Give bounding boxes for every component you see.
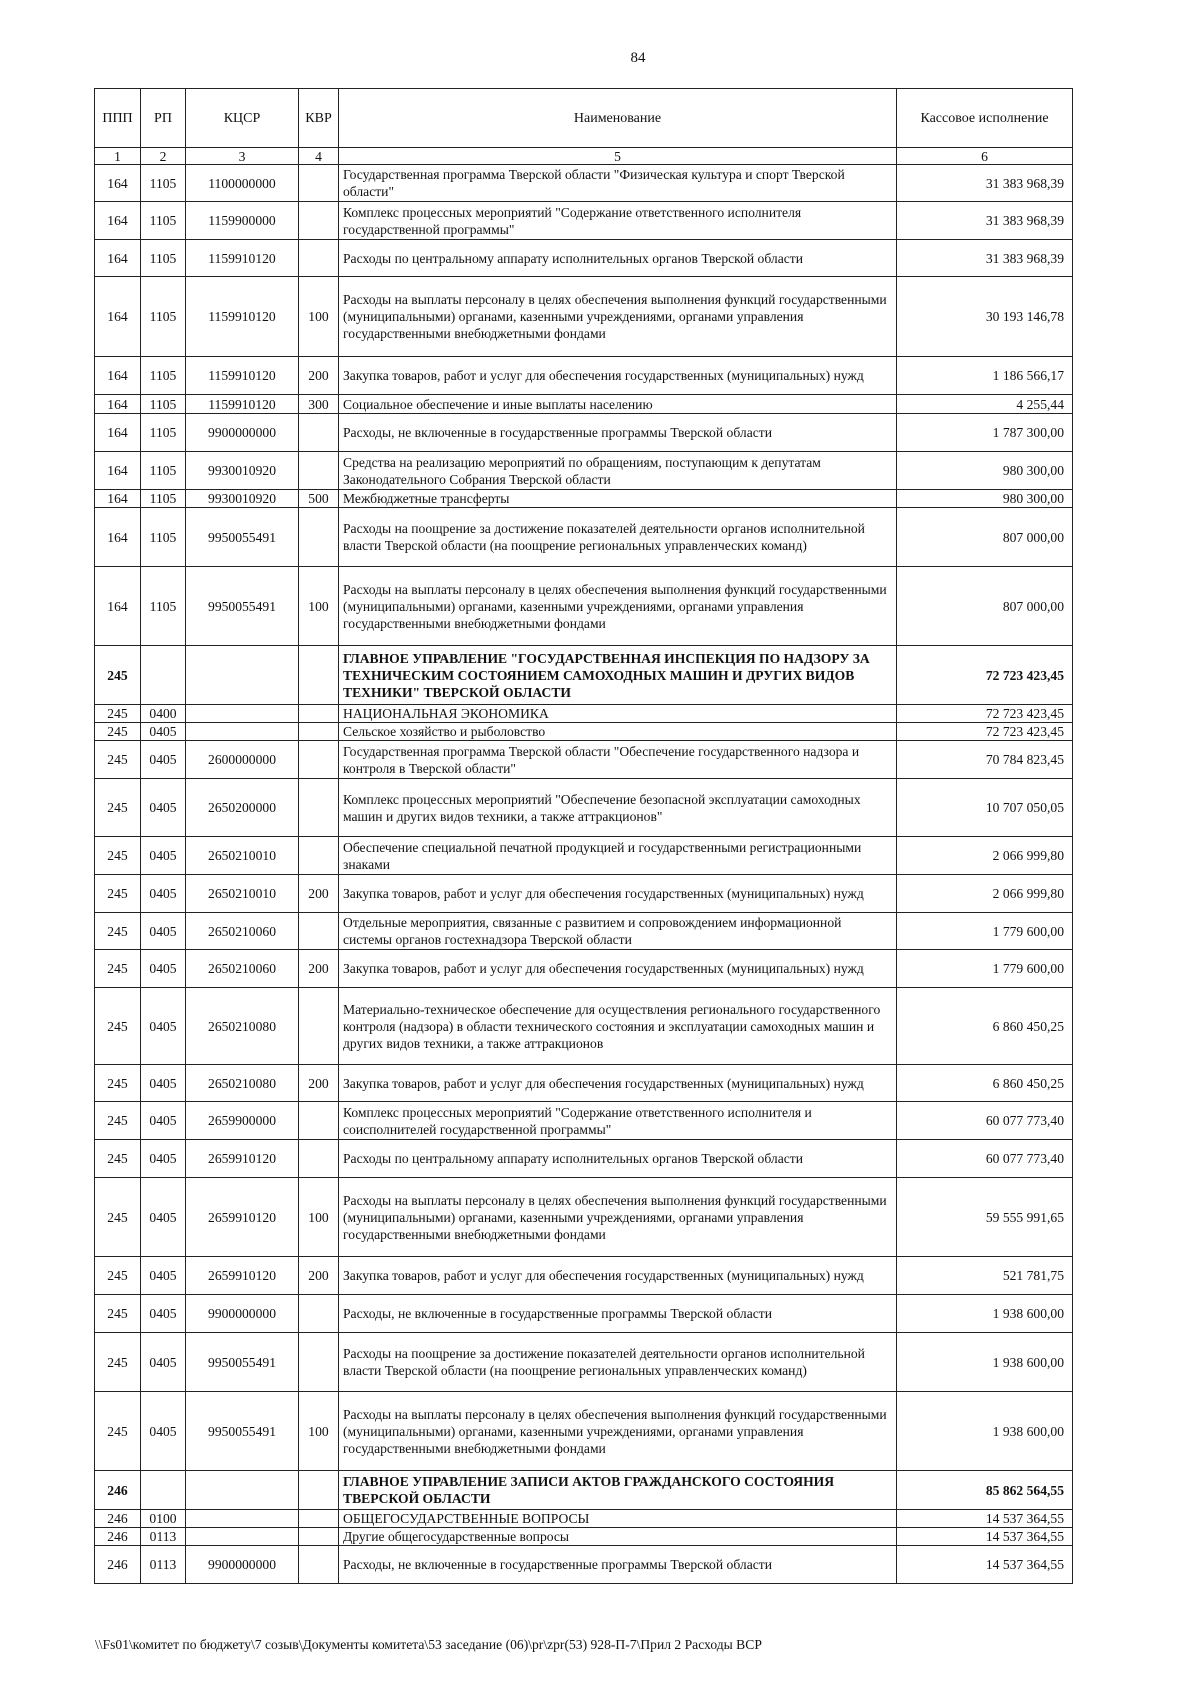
cell-amount: 1 938 600,00 [897,1295,1073,1333]
table-row [95,1471,1073,1510]
table-row [95,1528,1073,1546]
column-number-row [95,148,1073,165]
cell-rp: 0405 [141,1333,186,1392]
cell-rp: 1105 [141,490,186,508]
cell-amount: 6 860 450,25 [897,1065,1073,1102]
cell-kvr: 100 [299,1178,339,1257]
cell-amount: 31 383 968,39 [897,240,1073,277]
cell-ppp: 245 [95,705,141,723]
cell-kcsr: 1159910120 [186,357,299,395]
cell-kvr [299,779,339,837]
cell-kvr: 200 [299,1065,339,1102]
cell-kvr [299,452,339,490]
cell-kcsr [186,1471,299,1510]
header-amount: Кассовое исполнение [897,89,1073,148]
budget-table [94,88,1073,1584]
cell-kcsr: 9950055491 [186,1392,299,1471]
cell-amount: 31 383 968,39 [897,165,1073,202]
cell-name: Средства на реализацию мероприятий по обращениям, поступающим к депутатам Законодательного Собрания Тверской области [339,452,897,490]
table-row [95,1546,1073,1584]
cell-ppp: 245 [95,779,141,837]
cell-amount: 1 938 600,00 [897,1392,1073,1471]
cell-kcsr [186,646,299,705]
cell-kcsr: 2659910120 [186,1178,299,1257]
cell-rp: 0405 [141,1140,186,1178]
cell-rp: 0405 [141,950,186,988]
cell-kvr [299,913,339,950]
cell-rp: 0100 [141,1510,186,1528]
cell-name: Обеспечение специальной печатной продукцией и государственными регистрационными знаками [339,837,897,875]
cell-kcsr: 2650210080 [186,1065,299,1102]
cell-kvr: 500 [299,490,339,508]
table-row [95,1065,1073,1102]
cell-kvr: 100 [299,277,339,357]
cell-kcsr [186,723,299,741]
cell-rp: 0405 [141,1178,186,1257]
table-row [95,1102,1073,1140]
cell-ppp: 246 [95,1528,141,1546]
cell-amount: 980 300,00 [897,490,1073,508]
cell-kcsr: 2650210060 [186,950,299,988]
cell-name: Комплекс процессных мероприятий "Содержание ответственного исполнителя и соисполнителей государственной программы" [339,1102,897,1140]
cell-rp: 0405 [141,1257,186,1295]
cell-name: Закупка товаров, работ и услуг для обеспечения государственных (муниципальных) нужд [339,1065,897,1102]
cell-ppp: 164 [95,395,141,414]
table-row [95,837,1073,875]
cell-rp: 0405 [141,988,186,1065]
cell-kvr: 200 [299,950,339,988]
cell-kvr [299,508,339,567]
cell-name: Межбюджетные трансферты [339,490,897,508]
cell-ppp: 245 [95,741,141,779]
column-number: 5 [339,148,897,165]
cell-kvr: 100 [299,567,339,646]
cell-amount: 70 784 823,45 [897,741,1073,779]
cell-ppp: 245 [95,837,141,875]
cell-kcsr [186,1510,299,1528]
cell-name: Комплекс процессных мероприятий "Обеспечение безопасной эксплуатации самоходных машин и других видов техники, а также аттракционов" [339,779,897,837]
cell-kcsr: 2650210060 [186,913,299,950]
cell-name: Расходы на выплаты персоналу в целях обеспечения выполнения функций государственными (муниципальными) органами, казенными учреждениями, органами управления государственными внебюджетными фондами [339,567,897,646]
cell-kcsr: 1100000000 [186,165,299,202]
cell-rp: 0405 [141,875,186,913]
cell-rp: 1105 [141,508,186,567]
cell-kcsr: 9930010920 [186,490,299,508]
cell-amount: 2 066 999,80 [897,837,1073,875]
cell-kcsr: 2659910120 [186,1140,299,1178]
cell-rp: 1105 [141,395,186,414]
cell-rp: 1105 [141,202,186,240]
header-ppp: ППП [95,89,141,148]
cell-rp: 0113 [141,1546,186,1584]
cell-kvr [299,1510,339,1528]
cell-kvr [299,1140,339,1178]
table-row [95,875,1073,913]
cell-kvr [299,988,339,1065]
table-row [95,240,1073,277]
cell-rp [141,1471,186,1510]
cell-ppp: 245 [95,1392,141,1471]
column-number: 3 [186,148,299,165]
cell-rp [141,646,186,705]
cell-name: Сельское хозяйство и рыболовство [339,723,897,741]
cell-ppp: 164 [95,277,141,357]
table-row [95,414,1073,452]
cell-kvr [299,1102,339,1140]
cell-kvr [299,1295,339,1333]
cell-ppp: 245 [95,646,141,705]
cell-amount: 85 862 564,55 [897,1471,1073,1510]
table-row [95,395,1073,414]
cell-name: Расходы, не включенные в государственные программы Тверской области [339,1295,897,1333]
cell-rp: 0405 [141,1392,186,1471]
cell-rp: 0405 [141,779,186,837]
header-kvr: КВР [299,89,339,148]
cell-kvr [299,705,339,723]
cell-ppp: 164 [95,490,141,508]
cell-rp: 0400 [141,705,186,723]
cell-kcsr: 1159910120 [186,395,299,414]
cell-ppp: 164 [95,452,141,490]
cell-kcsr: 2650200000 [186,779,299,837]
cell-name: Материально-техническое обеспечение для осуществления регионального государственного контроля (надзора) в области технического состояния и эксплуатации самоходных машин и других видов техники, а также аттракционов [339,988,897,1065]
cell-kcsr [186,1528,299,1546]
cell-kvr [299,723,339,741]
cell-ppp: 245 [95,1102,141,1140]
cell-rp: 0405 [141,913,186,950]
table-row [95,567,1073,646]
header-name: Наименование [339,89,897,148]
cell-kcsr: 9930010920 [186,452,299,490]
cell-name: Закупка товаров, работ и услуг для обеспечения государственных (муниципальных) нужд [339,950,897,988]
cell-name: Закупка товаров, работ и услуг для обеспечения государственных (муниципальных) нужд [339,875,897,913]
table-row [95,779,1073,837]
cell-ppp: 245 [95,1140,141,1178]
cell-kvr [299,1528,339,1546]
cell-ppp: 246 [95,1471,141,1510]
cell-name: Расходы, не включенные в государственные программы Тверской области [339,1546,897,1584]
cell-amount: 1 186 566,17 [897,357,1073,395]
cell-amount: 31 383 968,39 [897,202,1073,240]
table-row [95,988,1073,1065]
cell-ppp: 164 [95,202,141,240]
cell-kcsr: 9950055491 [186,508,299,567]
cell-amount: 807 000,00 [897,567,1073,646]
cell-name: ГЛАВНОЕ УПРАВЛЕНИЕ "ГОСУДАРСТВЕННАЯ ИНСПЕКЦИЯ ПО НАДЗОРУ ЗА ТЕХНИЧЕСКИМ СОСТОЯНИЕМ САМОХОДНЫХ МАШИН И ДРУГИХ ВИДОВ ТЕХНИКИ" ТВЕРСКОЙ ОБЛАСТИ [339,646,897,705]
cell-amount: 72 723 423,45 [897,646,1073,705]
cell-amount: 2 066 999,80 [897,875,1073,913]
cell-kcsr: 2659910120 [186,1257,299,1295]
column-number: 6 [897,148,1073,165]
cell-rp: 0405 [141,1295,186,1333]
cell-amount: 521 781,75 [897,1257,1073,1295]
cell-rp: 1105 [141,277,186,357]
cell-kvr [299,414,339,452]
cell-ppp: 246 [95,1510,141,1528]
cell-amount: 14 537 364,55 [897,1546,1073,1584]
cell-name: Расходы, не включенные в государственные программы Тверской области [339,414,897,452]
cell-amount: 4 255,44 [897,395,1073,414]
table-row [95,1140,1073,1178]
cell-amount: 807 000,00 [897,508,1073,567]
cell-name: Комплекс процессных мероприятий "Содержание ответственного исполнителя государственной программы" [339,202,897,240]
cell-amount: 14 537 364,55 [897,1528,1073,1546]
cell-kvr: 200 [299,357,339,395]
cell-rp: 1105 [141,357,186,395]
cell-kcsr: 2600000000 [186,741,299,779]
cell-rp: 0113 [141,1528,186,1546]
cell-rp: 0405 [141,837,186,875]
column-number: 4 [299,148,339,165]
cell-name: Расходы на поощрение за достижение показателей деятельности органов исполнительной власти Тверской области (на поощрение региональных управленческих команд) [339,508,897,567]
cell-kvr [299,165,339,202]
cell-amount: 1 787 300,00 [897,414,1073,452]
cell-kcsr: 1159900000 [186,202,299,240]
cell-ppp: 164 [95,240,141,277]
cell-kcsr: 9950055491 [186,1333,299,1392]
cell-kvr [299,741,339,779]
cell-ppp: 164 [95,414,141,452]
cell-rp: 0405 [141,723,186,741]
cell-kvr [299,837,339,875]
cell-name: Социальное обеспечение и иные выплаты населению [339,395,897,414]
cell-kcsr: 9950055491 [186,567,299,646]
table-row [95,508,1073,567]
cell-ppp: 245 [95,875,141,913]
cell-kcsr: 9900000000 [186,414,299,452]
cell-name: Другие общегосударственные вопросы [339,1528,897,1546]
cell-kvr [299,202,339,240]
cell-kvr: 200 [299,1257,339,1295]
cell-ppp: 245 [95,1178,141,1257]
cell-rp: 1105 [141,452,186,490]
cell-kcsr: 2650210080 [186,988,299,1065]
table-row [95,490,1073,508]
table-row [95,913,1073,950]
cell-ppp: 245 [95,1065,141,1102]
table-row [95,165,1073,202]
cell-kcsr: 2659900000 [186,1102,299,1140]
cell-amount: 72 723 423,45 [897,705,1073,723]
cell-name: Отдельные мероприятия, связанные с развитием и сопровождением информационной системы органов гостехнадзора Тверской области [339,913,897,950]
table-row [95,1510,1073,1528]
cell-amount: 60 077 773,40 [897,1140,1073,1178]
cell-ppp: 245 [95,950,141,988]
cell-kvr [299,1471,339,1510]
table-row [95,452,1073,490]
cell-ppp: 164 [95,567,141,646]
cell-ppp: 164 [95,165,141,202]
cell-ppp: 245 [95,1295,141,1333]
cell-name: Расходы по центральному аппарату исполнительных органов Тверской области [339,1140,897,1178]
cell-name: Расходы на поощрение за достижение показателей деятельности органов исполнительной власти Тверской области (на поощрение региональных управленческих команд) [339,1333,897,1392]
column-number: 1 [95,148,141,165]
cell-amount: 10 707 050,05 [897,779,1073,837]
cell-name: Государственная программа Тверской области "Физическая культура и спорт Тверской области" [339,165,897,202]
table-row [95,950,1073,988]
footer-file-path: \\Fs01\комитет по бюджету\7 созыв\Документы комитета\53 заседание (06)\pr\zpr(53) 928-П-7\Прил 2 Расходы ВСР [95,1637,762,1652]
cell-kcsr: 1159910120 [186,277,299,357]
table-row [95,1392,1073,1471]
cell-rp: 0405 [141,1065,186,1102]
cell-name: Закупка товаров, работ и услуг для обеспечения государственных (муниципальных) нужд [339,357,897,395]
cell-name: ОБЩЕГОСУДАРСТВЕННЫЕ ВОПРОСЫ [339,1510,897,1528]
table-row [95,1178,1073,1257]
cell-ppp: 245 [95,1333,141,1392]
cell-ppp: 164 [95,357,141,395]
cell-name: ГЛАВНОЕ УПРАВЛЕНИЕ ЗАПИСИ АКТОВ ГРАЖДАНСКОГО СОСТОЯНИЯ ТВЕРСКОЙ ОБЛАСТИ [339,1471,897,1510]
cell-name: Расходы на выплаты персоналу в целях обеспечения выполнения функций государственными (муниципальными) органами, казенными учреждениями, органами управления государственными внебюджетными фондами [339,1392,897,1471]
cell-rp: 1105 [141,165,186,202]
cell-amount: 60 077 773,40 [897,1102,1073,1140]
cell-name: Закупка товаров, работ и услуг для обеспечения государственных (муниципальных) нужд [339,1257,897,1295]
cell-ppp: 246 [95,1546,141,1584]
cell-kvr [299,240,339,277]
cell-amount: 59 555 991,65 [897,1178,1073,1257]
cell-amount: 6 860 450,25 [897,988,1073,1065]
column-number: 2 [141,148,186,165]
cell-kcsr: 9900000000 [186,1546,299,1584]
table-row [95,705,1073,723]
cell-kvr [299,1333,339,1392]
cell-rp: 0405 [141,1102,186,1140]
cell-rp: 1105 [141,567,186,646]
cell-rp: 0405 [141,741,186,779]
cell-kvr [299,1546,339,1584]
cell-amount: 1 779 600,00 [897,950,1073,988]
cell-kvr: 100 [299,1392,339,1471]
cell-amount: 14 537 364,55 [897,1510,1073,1528]
table-row [95,1295,1073,1333]
cell-amount: 1 779 600,00 [897,913,1073,950]
cell-name: Расходы на выплаты персоналу в целях обеспечения выполнения функций государственными (муниципальными) органами, казенными учреждениями, органами управления государственными внебюджетными фондами [339,277,897,357]
table-body [95,165,1073,1584]
cell-ppp: 245 [95,988,141,1065]
table-row [95,1333,1073,1392]
cell-amount: 30 193 146,78 [897,277,1073,357]
cell-kvr: 300 [299,395,339,414]
cell-kcsr [186,705,299,723]
table-row [95,646,1073,705]
cell-name: Расходы по центральному аппарату исполнительных органов Тверской области [339,240,897,277]
table-row [95,1257,1073,1295]
header-row [95,89,1073,148]
cell-kvr: 200 [299,875,339,913]
cell-name: Расходы на выплаты персоналу в целях обеспечения выполнения функций государственными (муниципальными) органами, казенными учреждениями, органами управления государственными внебюджетными фондами [339,1178,897,1257]
header-kcsr: КЦСР [186,89,299,148]
cell-name: НАЦИОНАЛЬНАЯ ЭКОНОМИКА [339,705,897,723]
table-row [95,741,1073,779]
cell-ppp: 245 [95,913,141,950]
page-number: 84 [630,50,646,66]
cell-kvr [299,646,339,705]
table-row [95,723,1073,741]
cell-amount: 1 938 600,00 [897,1333,1073,1392]
cell-ppp: 164 [95,508,141,567]
cell-kcsr: 1159910120 [186,240,299,277]
table-row [95,202,1073,240]
cell-ppp: 245 [95,1257,141,1295]
cell-kcsr: 2650210010 [186,837,299,875]
cell-ppp: 245 [95,723,141,741]
cell-kcsr: 2650210010 [186,875,299,913]
cell-amount: 72 723 423,45 [897,723,1073,741]
cell-kcsr: 9900000000 [186,1295,299,1333]
cell-rp: 1105 [141,414,186,452]
table-row [95,277,1073,357]
header-rp: РП [141,89,186,148]
table-row [95,357,1073,395]
cell-rp: 1105 [141,240,186,277]
cell-name: Государственная программа Тверской области "Обеспечение государственного надзора и контроля в Тверской области" [339,741,897,779]
cell-amount: 980 300,00 [897,452,1073,490]
